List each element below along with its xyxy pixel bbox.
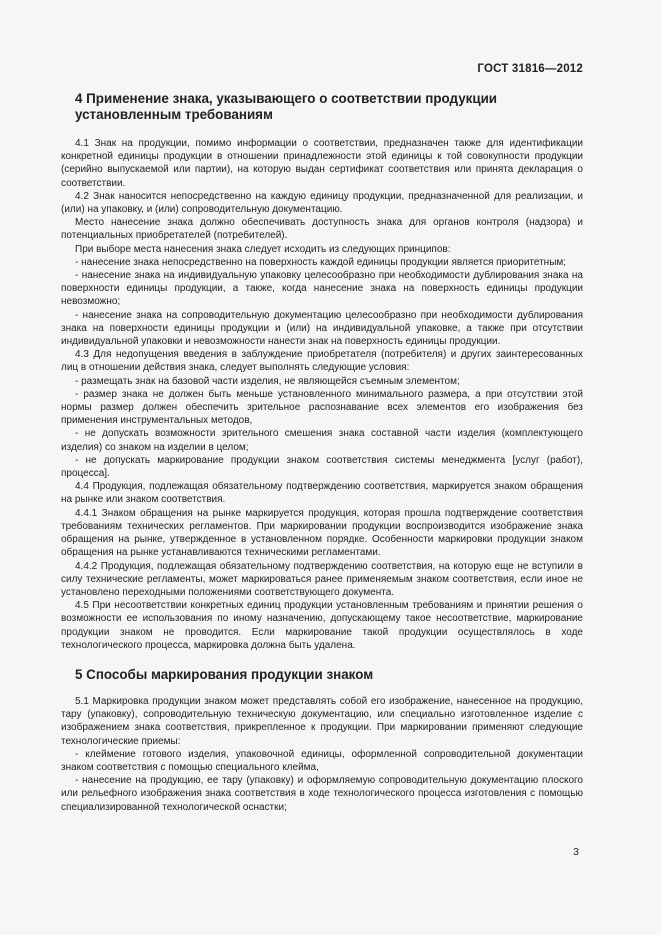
paragraph-4-4-1: 4.4.1 Знаком обращения на рынке маркируется продукция, которая прошла подтверждение соответствия требованиям технических регламентов. При маркировании продукции воспроизводится изображение знака обращения на рынке, утвержденное в установленном порядке. Особенности маркировки продукции знаком обращения на рынке устанавливаются техническими регламентами. — [61, 507, 583, 559]
list-item-principle-1: - нанесение знака непосредственно на поверхность каждой единицы продукции является приоритетным; — [75, 256, 567, 268]
list-item-condition-2: - размер знака не должен быть меньше установленного минимального размера, а при отсутствии этой нормы размер должен обеспечить зрительное распознавание всех элементов его изображения без применения инструментальных методов, — [61, 388, 583, 427]
section-4-heading-line2: установленным требованиям — [75, 107, 273, 122]
list-item-condition-1: - размещать знак на базовой части изделия, не являющейся съемным элементом; — [75, 375, 460, 387]
section-5-heading: 5 Способы маркирования продукции знаком — [75, 666, 374, 682]
page-number: 3 — [573, 846, 579, 858]
list-item-condition-3: - не допускать возможности зрительного смешения знака составной части изделия (комплектующего изделия) со знаком на изделии в целом; — [61, 428, 583, 453]
section-4-heading — [61, 91, 583, 123]
section-4-heading-line1: 4 Применение знака, указывающего о соответствии продукции — [75, 91, 498, 106]
paragraph-5-1: 5.1 Маркировка продукции знаком может представлять собой его изображение, нанесенное на продукцию, тару (упаковку), сопроводительную техническую документацию, или специально изготовленное изделие с изображением знака соответствия, прикрепленное к продукции. При маркировании применяют следующие технологические приемы: — [61, 695, 583, 747]
page-body — [61, 91, 583, 814]
paragraph-4-2: 4.2 Знак наносится непосредственно на каждую единицу продукции, предназначенной для реализации, и (или) на упаковку, и (или) сопроводительную документацию. — [61, 190, 583, 216]
paragraph-4-4: 4.4 Продукция, подлежащая обязательному подтверждению соответствия, маркируется знаком обращения на рынке или знаком соответствия. — [61, 481, 583, 506]
paragraph-placement: Место нанесение знака должно обеспечивать доступность знака для органов контроля (надзора) и потенциальных приобретателей (потребителей). — [61, 217, 583, 242]
paragraph-4-4-2: 4.4.2 Продукция, подлежащая обязательному подтверждению соответствия, на которую еще не вступили в силу технические регламенты, может маркироваться ранее применяемым знаком соответствия, если иное не установлено переходными положениями соответствующего документа. — [61, 560, 583, 598]
list-item-method-1: - клеймение готового изделия, упаковочной единицы, оформленной сопроводительной документации знаком соответствия с помощью специального клейма, — [61, 748, 583, 773]
paragraph-4-1: 4.1 Знак на продукции, помимо информации о соответствии, предназначен также для идентификации конкретной единицы продукции в отношении принадлежности этой единицы к той совокупности продукции (серийно выпускаемой или партии), на которую выдан сертификат соответствия или принята декларация о соответствии. — [61, 138, 583, 189]
list-item-principle-2: - нанесение знака на индивидуальную упаковку целесообразно при необходимости дублирования знака на поверхности единицы продукции, а также, когда нанесение знака на поверхность единицы продукции невозможно; — [61, 270, 583, 308]
list-item-condition-4: - не допускать маркирование продукции знаком соответствия системы менеджмента [услуг (работ), процесса]. — [61, 454, 583, 480]
list-item-method-2: - нанесение на продукцию, ее тару (упаковку) и оформляемую сопроводительную документацию плоского или рельефного изображения знака соответствия в ходе технологического процесса изготовления с помощью специализированной технологической оснастки; — [61, 775, 583, 813]
paragraph-4-5: 4.5 При несоответствии конкретных единиц продукции установленным требованиям и принятии решения о возможности ее использования по иному назначению, допускающему такое несоответствие, маркирование продукции знаком не проводится. Если маркирование такой продукции осуществлялось в ходе технологического процесса, маркировка должна быть удалена. — [61, 600, 583, 651]
list-item-principle-3: - нанесение знака на сопроводительную документацию целесообразно при необходимости дублирования знака на поверхности единицы продукции и (или) на индивидуальной упаковке, а также при отсутствии индивидуальной упаковки и невозможности нанести знак на поверхность единицы продукции. — [61, 309, 583, 348]
paragraph-principles-intro: При выборе места нанесения знака следует исходить из следующих принципов: — [75, 243, 451, 255]
paragraph-4-3: 4.3 Для недопущения введения в заблуждение приобретателя (потребителя) и других заинтересованных лиц в отношении действия знака, следует выполнять следующие условия: — [61, 349, 583, 374]
document-code: ГОСТ 31816—2012 — [477, 63, 583, 75]
